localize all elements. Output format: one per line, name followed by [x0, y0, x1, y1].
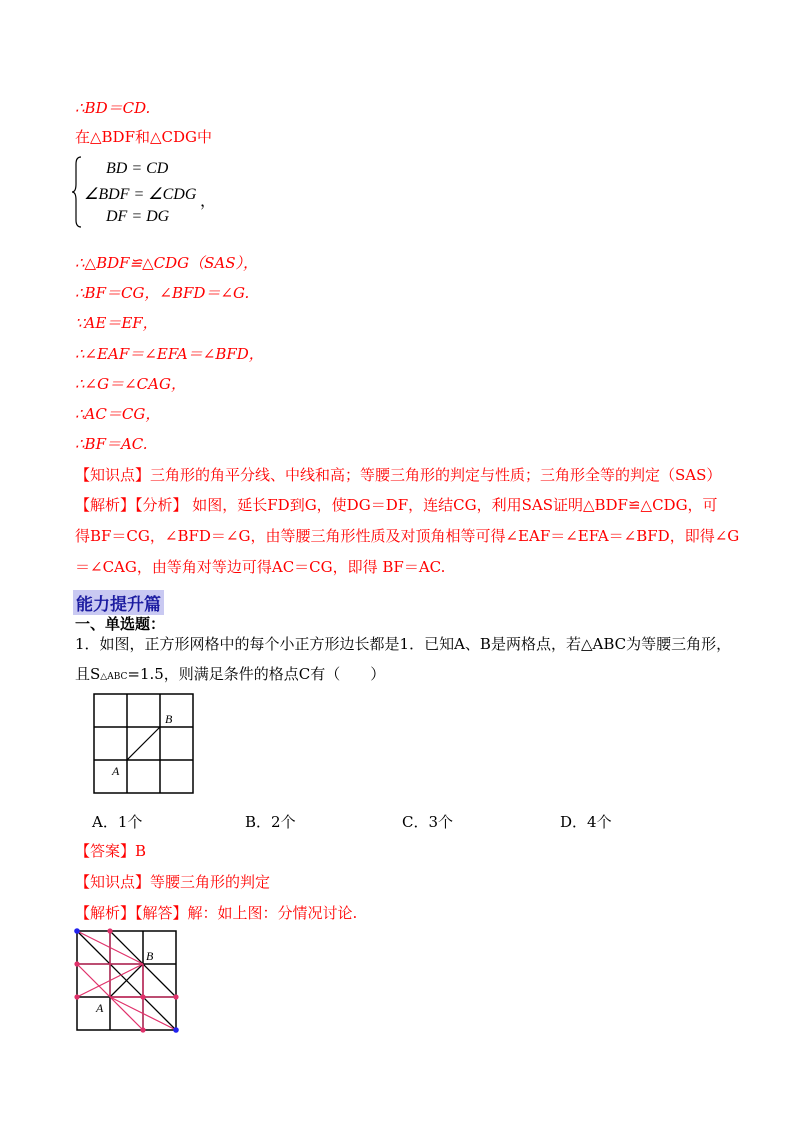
- answer-line: 【答案】B: [75, 842, 147, 860]
- solution-line-1: ∴BD＝CD.: [75, 99, 151, 117]
- solution-knowledge: 【知识点】三角形的角平分线、中线和高；等腰三角形的判定与性质；三角形全等的判定（SAS）: [75, 466, 722, 484]
- segment-ab: [127, 727, 160, 760]
- solution-line-6: ∴∠EAF＝∠EFA＝∠BFD，: [75, 345, 264, 363]
- question-line-1: 1．如图，正方形网格中的每个小正方形边长都是1．已知A、B是两格点，若△ABC为等腰三角形，: [75, 635, 732, 653]
- option-c: C．3个: [402, 813, 454, 831]
- question-line-2: [75, 664, 385, 687]
- system-tail: ，: [200, 193, 217, 210]
- solution-line-2: 在△BDF和△CDG中: [75, 128, 213, 146]
- option-a: A．1个: [92, 813, 143, 831]
- system-row-1: BD = CD: [106, 160, 169, 177]
- area-symbol: 且S: [75, 665, 101, 683]
- answer-analysis: 【解析】【解答】解：如上图：分情况讨论.: [75, 904, 358, 922]
- system-row-3: DF = DG: [106, 208, 170, 225]
- option-b: B．2个: [245, 813, 296, 831]
- subsection-title: 一、单选题：: [75, 615, 166, 633]
- section-title: 能力提升篇: [73, 590, 164, 615]
- equation-system: [72, 156, 242, 230]
- label-a: A: [112, 764, 120, 778]
- solution-line-5: ∵AE＝EF，: [75, 314, 158, 332]
- question-line-2-rest: =1.5，则满足条件的格点C有（ ）: [127, 665, 386, 683]
- solution-analysis-3: ＝∠CAG，由等角对等边可得AC＝CG，即得 BF＝AC.: [75, 558, 446, 576]
- question-grid-figure: [93, 693, 195, 795]
- label-b: B: [165, 712, 173, 726]
- solution-line-3: ∴△BDF≌△CDG（SAS），: [75, 254, 259, 272]
- option-d: D．4个: [560, 813, 612, 831]
- solution-line-8: ∴AC＝CG，: [75, 405, 161, 423]
- solution-analysis-1: 【解析】【分析】 如图，延长FD到G，使DG＝DF，连结CG，利用SAS证明△BDF≌△CDG，可: [75, 496, 718, 514]
- solution-line-7: ∴∠G＝∠CAG，: [75, 375, 186, 393]
- solution-black-lines: [77, 931, 176, 1030]
- solution-label-b: B: [146, 949, 154, 963]
- solution-label-a: A: [96, 1001, 104, 1015]
- solution-grid-figure: [74, 928, 180, 1034]
- answer-knowledge: 【知识点】等腰三角形的判定: [75, 873, 271, 891]
- area-subscript: △ABC: [100, 672, 128, 682]
- solution-analysis-2: 得BF＝CG，∠BFD＝∠G，由等腰三角形性质及对顶角相等可得∠EAF＝∠EFA＝∠BFD，即得∠G: [75, 527, 740, 545]
- solution-line-4: ∴BF＝CG，∠BFD＝∠G.: [75, 284, 250, 302]
- solution-line-9: ∴BF＝AC.: [75, 435, 148, 453]
- system-row-2: ∠BDF = ∠CDG: [84, 186, 197, 203]
- left-brace-icon: [72, 156, 82, 228]
